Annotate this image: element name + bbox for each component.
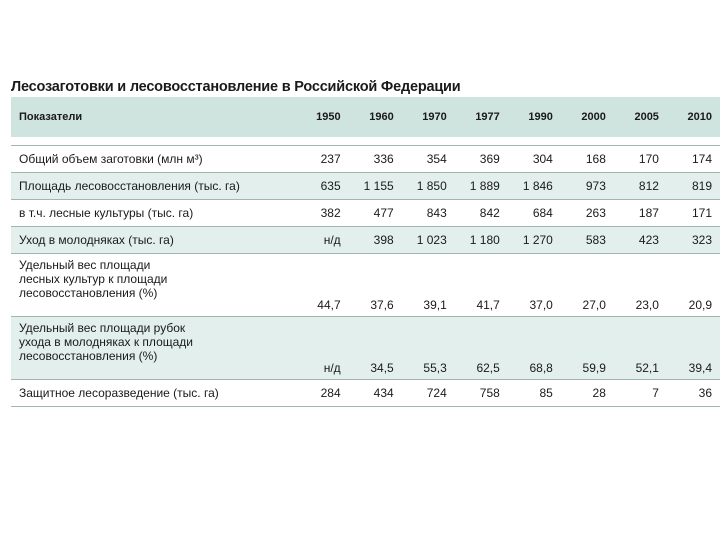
table-cell: 477 [373,206,394,220]
row-label-line: Общий объем заготовки (млн м³) [19,152,203,166]
table-cell: 1 180 [469,233,500,247]
table-cell: 23,0 [635,298,659,312]
row-label-line: Удельный вес площади [19,258,151,272]
table-cell: 724 [426,386,447,400]
row-label-line: в т.ч. лесные культуры (тыс. га) [19,206,194,220]
row-label [11,254,296,317]
table-cell: 28 [592,386,606,400]
table-cell: 812 [638,179,659,193]
row-label-line: лесовосстановления (%) [19,349,158,363]
table-cell: 336 [373,152,394,166]
table-cell: 1 270 [522,233,553,247]
table-cell: 27,0 [582,298,606,312]
table-cell: 684 [532,206,553,220]
table-cell: 635 [320,179,341,193]
table-cell: н/д [323,361,341,375]
table-cell: 85 [539,386,553,400]
table-title: Лесозаготовки и лесовосстановление в Российской Федерации [11,79,461,95]
table-cell: 434 [373,386,394,400]
header-year: 1960 [369,111,394,123]
table-cell: 398 [373,233,394,247]
row-label [11,317,296,380]
table-cell: 7 [652,386,659,400]
table-cell: 354 [426,152,447,166]
table-cell: 819 [691,179,712,193]
table-cell: 1 850 [416,179,447,193]
table-row [11,254,720,317]
table-row [11,380,720,407]
table-row [11,200,720,227]
table-cell: 583 [585,233,606,247]
table-cell: н/д [323,233,341,247]
table-cell: 41,7 [476,298,500,312]
table-row [11,317,720,380]
header-year: 1977 [475,111,500,123]
table-row [11,173,720,200]
table-cell: 323 [691,233,712,247]
row-label [11,146,296,173]
header-year: 1950 [316,111,341,123]
row-label-line: Уход в молодняках (тыс. га) [19,233,174,247]
table-cell: 842 [479,206,500,220]
table-cell: 304 [532,152,553,166]
table-cell: 170 [638,152,659,166]
table-cell: 1 846 [522,179,553,193]
table-cell: 284 [320,386,341,400]
data-table-container [11,97,720,400]
header-label: Показатели [19,111,83,123]
table-cell: 59,9 [582,361,606,375]
table-cell: 62,5 [476,361,500,375]
row-label-line: ухода в молодняках к площади [19,335,193,349]
table-cell: 369 [479,152,500,166]
row-label-line: Площадь лесовосстановления (тыс. га) [19,179,240,193]
table-cell: 758 [479,386,500,400]
table-row [11,146,720,173]
row-label-line: лесовосстановления (%) [19,286,158,300]
table-cell: 68,8 [529,361,553,375]
row-label [11,173,296,200]
forestry-table [11,97,720,407]
table-cell: 52,1 [635,361,659,375]
header-year: 2000 [581,111,606,123]
row-label-line: лесных культур к площади [19,272,168,286]
table-cell: 37,6 [370,298,394,312]
row-label [11,380,296,407]
table-row [11,227,720,254]
table-cell: 973 [585,179,606,193]
table-body [11,137,720,407]
row-label [11,227,296,254]
table-cell: 20,9 [688,298,712,312]
table-cell: 36 [698,386,712,400]
table-cell: 423 [638,233,659,247]
table-cell: 39,1 [423,298,447,312]
table-cell: 1 155 [363,179,394,193]
table-cell: 37,0 [529,298,553,312]
header-year: 2010 [687,111,712,123]
table-cell: 1 889 [469,179,500,193]
table-cell: 843 [426,206,447,220]
row-label [11,200,296,227]
row-label-line: Защитное лесоразведение (тыс. га) [19,386,219,400]
table-cell: 174 [691,152,712,166]
table-cell: 171 [691,206,712,220]
table-cell: 55,3 [423,361,447,375]
table-cell: 187 [638,206,659,220]
table-cell: 168 [585,152,606,166]
table-cell: 382 [320,206,341,220]
table-cell: 34,5 [370,361,394,375]
header-spacer [11,137,720,146]
table-cell: 44,7 [317,298,341,312]
table-cell: 263 [585,206,606,220]
header-year: 1990 [528,111,553,123]
header-year: 1970 [422,111,447,123]
header-year: 2005 [634,111,659,123]
row-label-line: Удельный вес площади рубок [19,321,186,335]
table-cell: 1 023 [416,233,447,247]
table-header-row [11,97,720,137]
table-cell: 237 [320,152,341,166]
table-cell: 39,4 [688,361,712,375]
